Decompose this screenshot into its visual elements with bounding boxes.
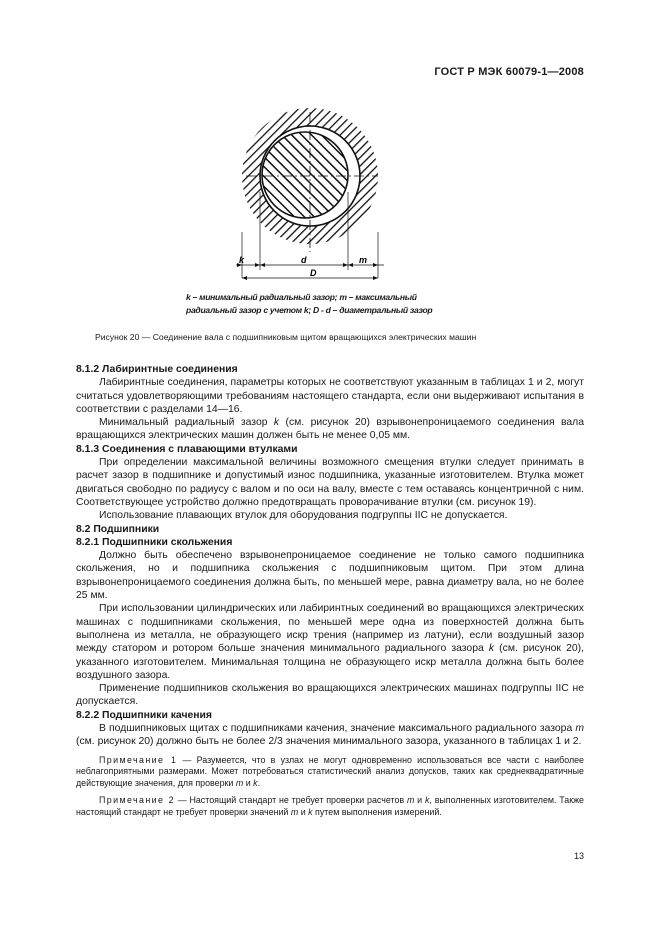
label-d: d	[301, 255, 307, 265]
text-run: (см. рисунок 20) взрывонепроницаемого соединения вала вращающихся электрических машин должен быть не менее 0,05 мм.	[76, 417, 584, 442]
note-label: Примечание 1	[99, 754, 178, 765]
D-arrow-left	[242, 276, 247, 280]
figure-legend	[186, 291, 466, 317]
label-D: D	[310, 268, 317, 278]
shaft-circle	[262, 132, 348, 218]
symbol-m: m	[235, 777, 244, 788]
section-8-1-2-title: 8.1.2 Лабиринтные соединения	[76, 364, 238, 375]
text-run: (см. рисунок 20), указанного изготовителем. Минимальная толщина не образующего искр металла должна быть более воздушного зазора.	[76, 643, 584, 681]
text-run: (см. рисунок 20) должно быть не более 2/3 значения минимального зазора, указанного в таблицах 1 и 2.	[76, 736, 582, 748]
m-arrow-right	[373, 263, 378, 267]
text-run: и	[243, 777, 254, 788]
text-run: В подшипниковых щитах с подшипниками качения, значение максимального радиального зазора	[99, 723, 576, 735]
section-8-2-title: 8.2 Подшипники	[76, 523, 160, 535]
section-8-2-1-paragraph-1: Должно быть обеспечено взрывонепроницаемое соединение не только самого подшипника скольжения, но и подшипника скольжения с подшипниковым щитом. При этом длина взрывонепроницаемого соединения должна быть, по меньшей мере, равна диаметру вала, но не более 25 мм.	[76, 550, 584, 602]
section-8-1-3-paragraph-1: При определении максимальной величины возможного смещения втулки следует принимать в расчет зазор в подшипнике и допустимый износ подшипника, указанные изготовителем. Втулка может двигаться свободно по радиусу с валом и по оси на валу, вместе с тем оставаясь концентричной с ним. Соответствующее устройство должно предотвращать проворачивание втулки (см. рисунок 19).	[76, 457, 584, 508]
section-8-2-1-paragraph-3: Применение подшипников скольжения во вращающихся электрических машинах подгруппы IIC не допускается.	[76, 683, 584, 708]
label-k: k	[239, 255, 245, 265]
symbol-k: k	[253, 777, 258, 788]
label-m: m	[359, 255, 368, 265]
section-8-1-3-paragraph-2: Использование плавающих втулок для оборудования подгруппы IIC не допускается.	[99, 510, 508, 522]
text-run: .	[257, 777, 261, 788]
legend-line-1: k – минимальный радиальный зазор; m – максимальный	[186, 292, 417, 302]
text-run: — Настоящий стандарт не требует проверки расчетов	[174, 795, 407, 806]
symbol-k: k	[273, 417, 280, 429]
shaft-bearing-figure	[228, 102, 408, 292]
section-8-2-2-paragraph-1	[76, 722, 584, 749]
section-8-1-2-paragraph-1: Лабиринтные соединения, параметры которых не соответствуют указанным в таблицах 1 и 2, могут считаться удовлетворяющими требованиям настоящего стандарта, если они выдерживают испытания в соответствии с разделами 14—16.	[76, 377, 584, 415]
k-arrow-right	[255, 263, 260, 267]
document-header: ГОСТ Р МЭК 60079-1—2008	[434, 66, 584, 78]
d-arrow-right	[343, 263, 348, 267]
figure-caption: Рисунок 20 — Соединение вала с подшипниковым щитом вращающихся электрических машин	[95, 332, 477, 342]
note-label: Примечание 2	[99, 795, 175, 806]
section-8-2-1-title: 8.2.1 Подшипники скольжения	[76, 536, 233, 548]
symbol-m: m	[290, 806, 299, 817]
text-run: , выполненных изготовителем. Также настоящий стандарт не требует проверки значений	[76, 795, 584, 817]
text-run: — Разумеется, что в узлах не могут одновременно использоваться все части с наиболее неблагоприятными размерами. Может потребоваться статистический анализ допусков, таких как среднеквадратичные действующие значения, для проверки	[76, 754, 584, 788]
section-8-1-3-title: 8.1.3 Соединения с плавающими втулками	[76, 443, 298, 455]
section-8-2-2-title: 8.2.2 Подшипники качения	[76, 709, 212, 721]
text-run: путем выполнения измерений.	[312, 806, 442, 817]
shaft-bearing-diagram	[228, 102, 408, 292]
D-arrow-right	[373, 276, 378, 280]
symbol-k: k	[488, 643, 495, 655]
d-arrow-left	[260, 263, 265, 267]
symbol-m: m	[406, 795, 415, 806]
symbol-k: k	[424, 795, 430, 806]
note-1	[76, 755, 584, 790]
text-run: Минимальный радиальный зазор	[99, 417, 274, 429]
document-body	[76, 363, 584, 818]
page-number: 13	[574, 851, 585, 861]
text-run: и	[414, 795, 425, 806]
symbol-k: k	[308, 806, 313, 817]
m-arrow-left	[348, 263, 353, 267]
section-8-2-1-paragraph-2	[76, 602, 584, 682]
section-8-1-2-paragraph-2	[76, 416, 584, 443]
legend-line-2: радиальный зазор с учетом k; D - d – диаметральный зазор	[186, 305, 433, 315]
symbol-m: m	[575, 723, 584, 735]
text-run: и	[298, 806, 309, 817]
text-run: При использовании цилиндрических или лабиринтных соединений во вращающихся электрических машинах с подшипниками скольжения, по меньшей мере одна из поверхностей должна быть выполнена из металла, не образующего искр трения (например из латуни), если воздушный зазор между статором и ротором больше значения минимального радиального зазора	[76, 603, 584, 655]
note-2	[76, 795, 584, 818]
